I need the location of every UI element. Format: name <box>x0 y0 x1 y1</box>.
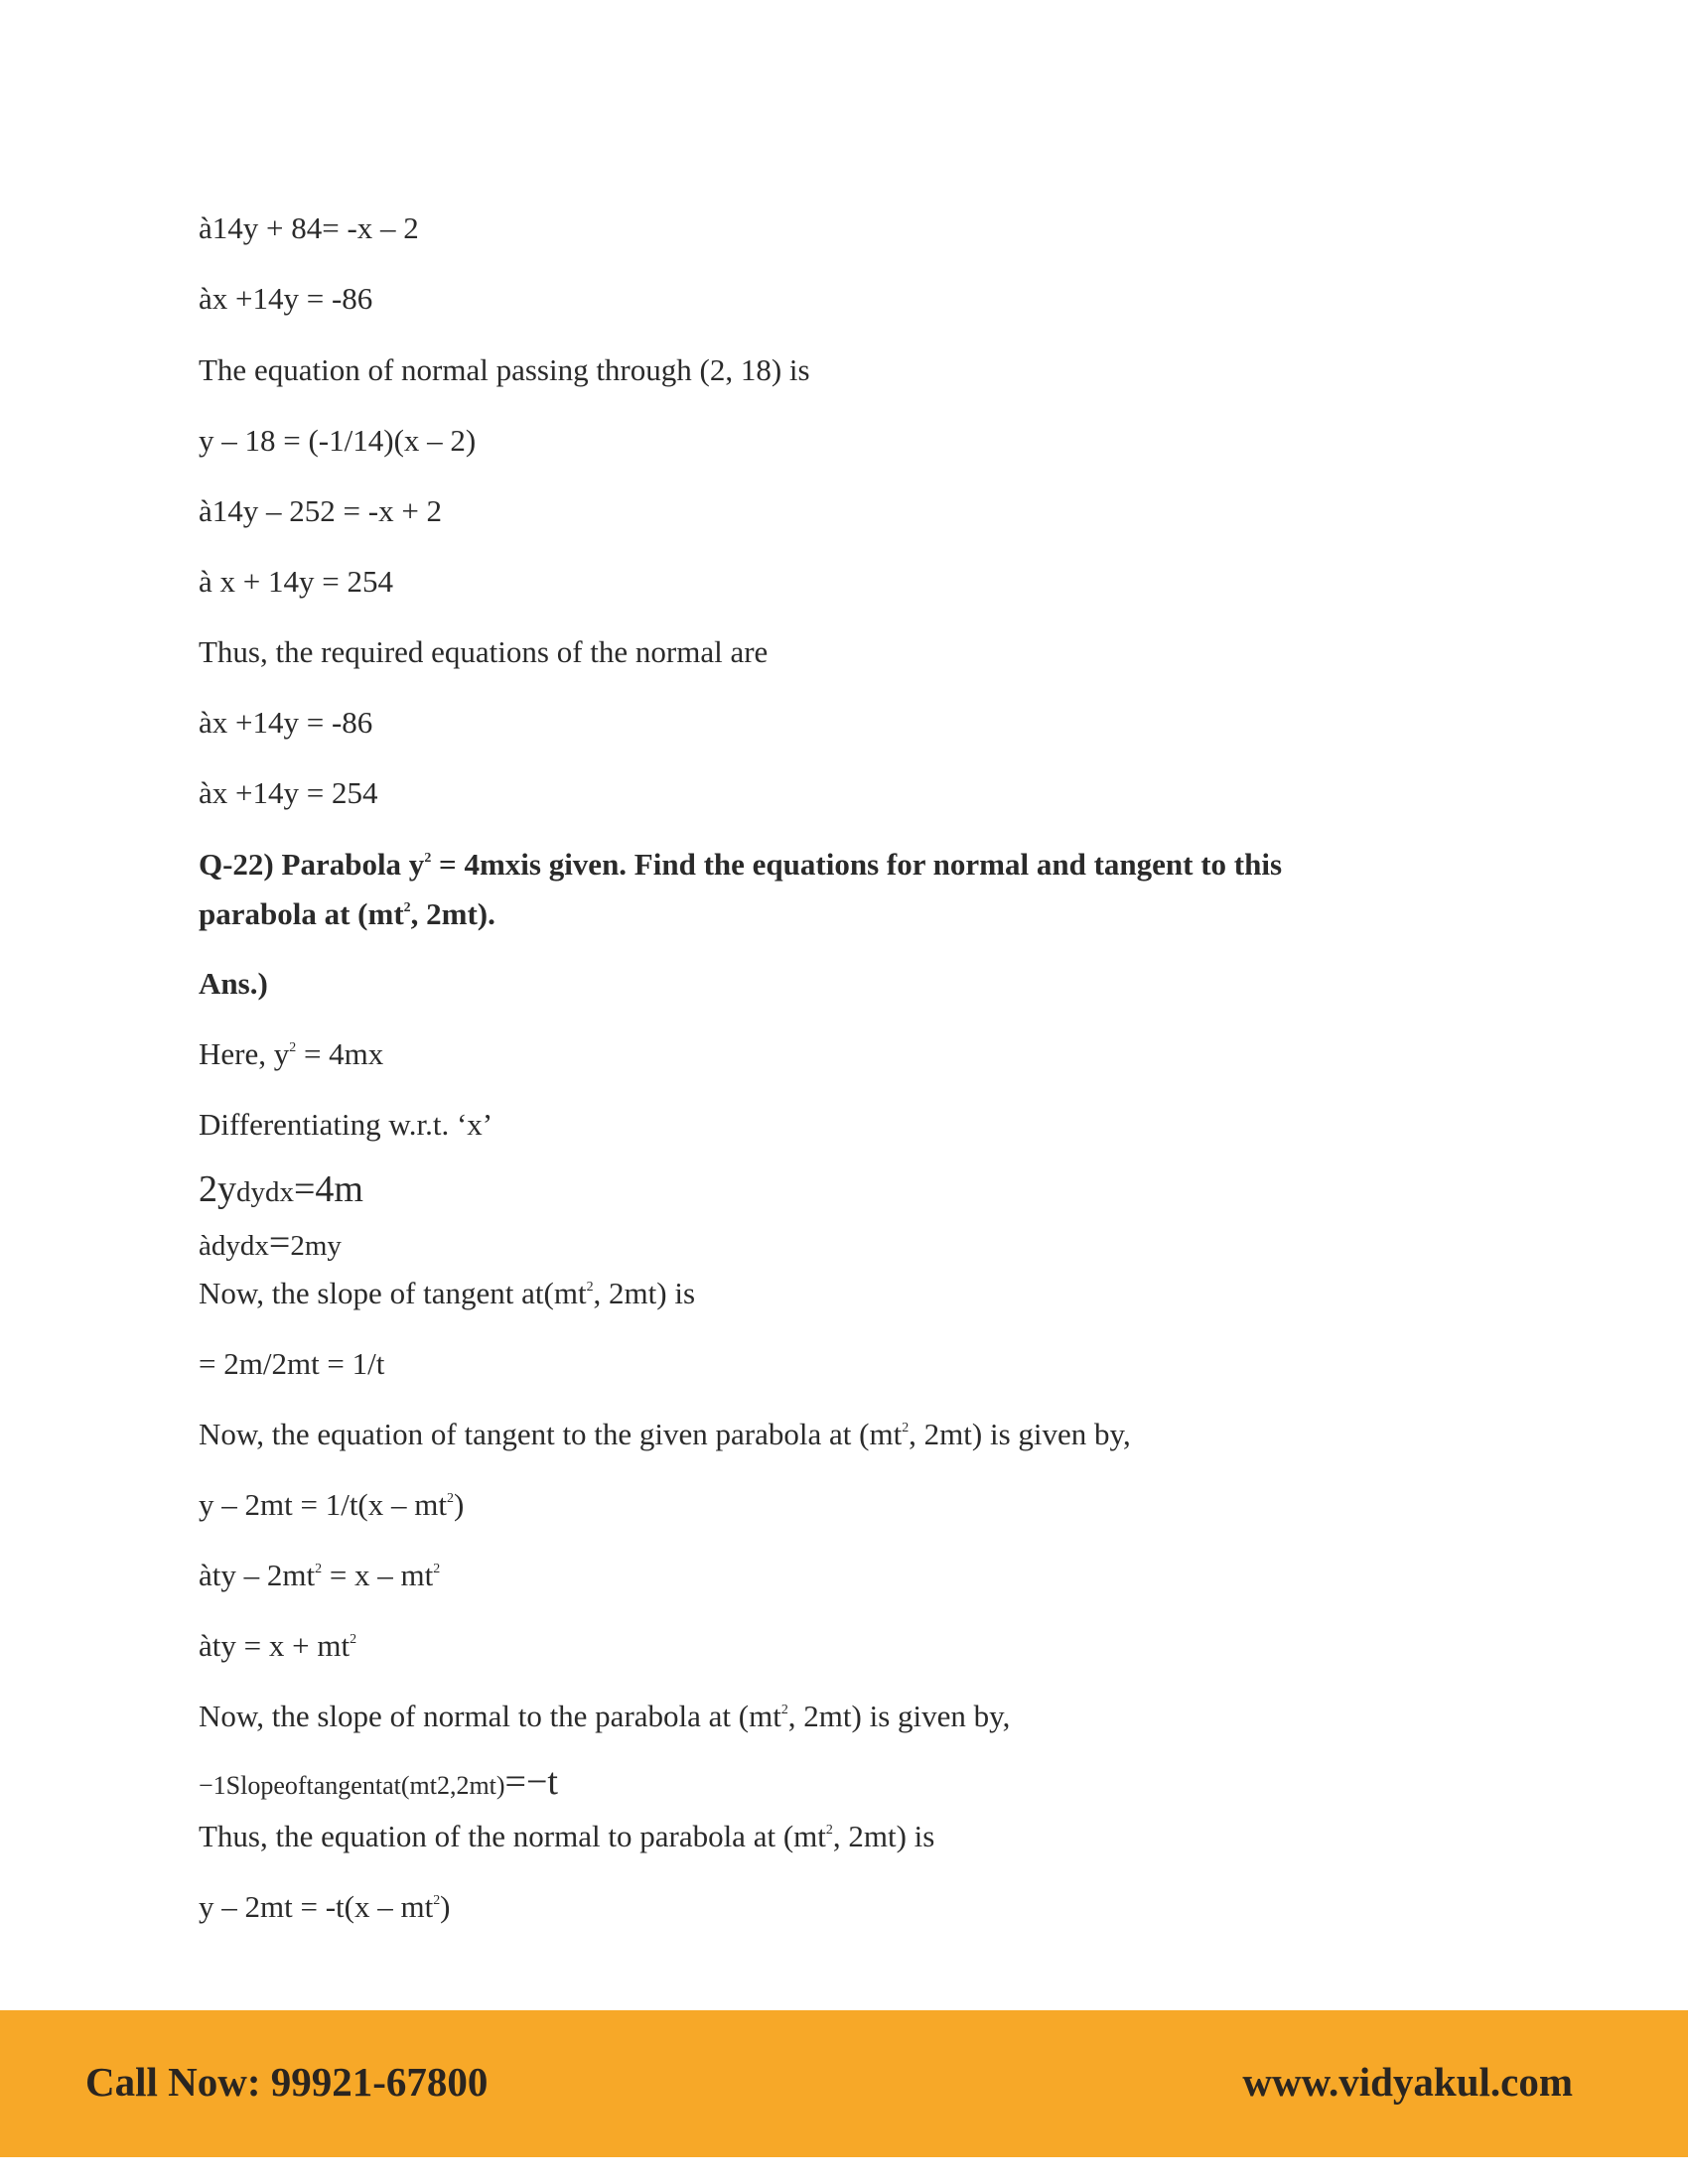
equation-line: àty = $x + mt^2$ <box>199 1628 357 1663</box>
text-line: Thus, the equation of the normal to parabola at ($mt^2$, 2mt) is <box>199 1819 935 1853</box>
equation-line: $y - 2mt = 1/t(x - mt^2)$ <box>199 1487 465 1522</box>
call-now-text: Call Now: 99921-67800 <box>85 2059 489 2105</box>
text-line: Differentiating w.r.t. ‘x’ <box>199 1107 493 1142</box>
equation-line: à14y – 252 = -x + 2 <box>199 493 443 528</box>
question-heading-cont: parabola at ($mt^2$, 2mt). <box>199 896 495 931</box>
footer-banner <box>0 2010 1688 2157</box>
answer-label: Ans.) <box>199 966 268 1001</box>
derivative-equation: àdydx=2my <box>199 1222 342 1264</box>
derivative-equation: 2ydydx=4m <box>199 1168 363 1210</box>
text-line: Now, the equation of tangent to the given parabola at ($mt^2$, 2mt) is given by, <box>199 1417 1131 1451</box>
question-heading: Q-22) Parabola $y^2$ = 4mxis given. Find the equations for normal and tangent to this <box>199 847 1283 882</box>
equation-line: = 2m/2mt = 1/t <box>199 1346 385 1381</box>
equation-line: Here, $y^2 = 4mx$ <box>199 1036 384 1071</box>
equation-line: àty – $2mt^2 = x - mt^2$ <box>199 1558 441 1592</box>
text-line: Now, the slope of tangent $at(mt^2$, 2mt) is <box>199 1276 696 1310</box>
equation-line: à x + 14y = 254 <box>199 564 393 599</box>
equation-line: àx +14y = -86 <box>199 281 373 316</box>
equation-line: y – 18 = (-1/14)(x – 2) <box>199 423 477 458</box>
text-line: Now, the slope of normal to the parabola at ($mt^2$, 2mt) is given by, <box>199 1699 1011 1733</box>
normal-slope-equation: −1Slopeoftangentat(mt2,2mt)=−t <box>199 1761 558 1803</box>
equation-line: $y - 2mt = -t(x - mt^2)$ <box>199 1889 451 1924</box>
equation-line: à14y + 84= -x – 2 <box>199 210 419 245</box>
equation-line: àx +14y = -86 <box>199 705 373 740</box>
text-line: The equation of normal passing through (2, 18) is <box>199 352 810 387</box>
text-line: Thus, the required equations of the normal are <box>199 634 769 669</box>
website-link[interactable]: www.vidyakul.com <box>1242 2059 1573 2105</box>
equation-line: àx +14y = 254 <box>199 775 378 810</box>
